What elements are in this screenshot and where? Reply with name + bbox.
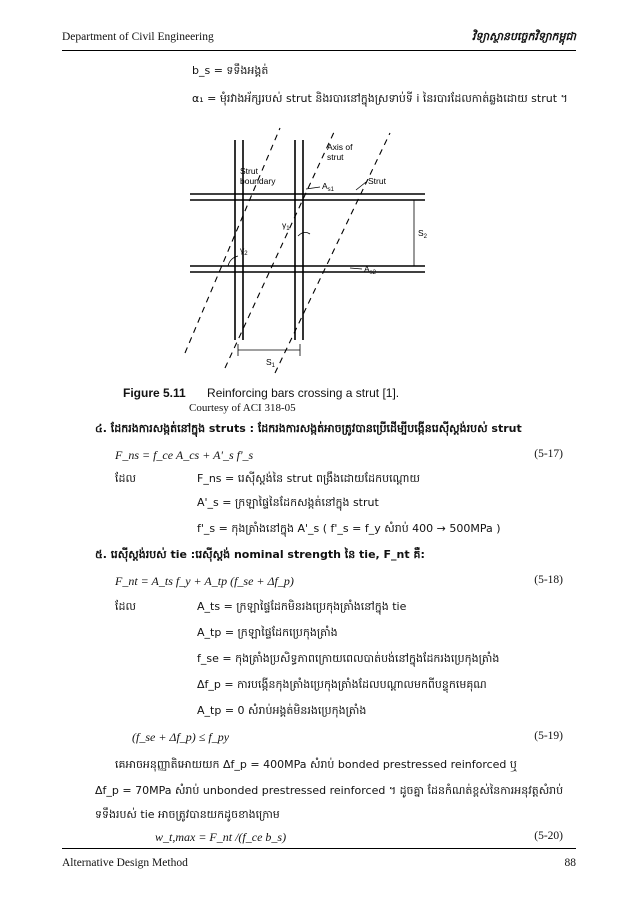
- definition-a-s: A'_s = ក្រឡាផ្ទៃនៃដែកសង្កត់នៅក្នុង strut: [197, 496, 379, 509]
- where-label-1: ដែល: [115, 472, 136, 485]
- figure-courtesy: Courtesy of ACI 318-05: [189, 402, 296, 414]
- equation-number-5-19: (5-19): [534, 730, 563, 742]
- section-4-heading: ៤. ដែករងការសង្កត់នៅក្នុង struts : ដែករងការសង្កត់អាចត្រូវបានប្រើដើម្បីបង្កើនរេស៊ីស្តង់របស់ strut: [95, 422, 522, 435]
- equation-number-5-17: (5-17): [534, 448, 563, 460]
- line-bs: b_s = ទទឹងអង្គត់: [192, 64, 269, 77]
- label-axis-of-strut: Axis of strut: [327, 142, 353, 162]
- equation-5-19: (f_se + Δf_p) ≤ f_py: [132, 730, 230, 744]
- page-number: 88: [564, 857, 576, 869]
- strut-boundary-line-left: [185, 128, 280, 353]
- page-footer: [62, 848, 576, 873]
- definition-atp-zero: A_tp = 0 សំរាប់អង្គត់មិនរងប្រេកុងត្រាំង: [197, 704, 367, 717]
- definition-delta-fp: Δf_p = ការបង្កើនកុងត្រាំងប្រេកុងត្រាំងដែលបណ្តាលមកពីបន្ទុកមេគុណ: [197, 678, 487, 691]
- footer-title: Alternative Design Method: [62, 857, 188, 869]
- label-strut-boundary: Strut boundary: [240, 166, 276, 186]
- label-gamma2: $\gamma_2$: [240, 245, 248, 257]
- definition-f-s: f'_s = កុងត្រាំងនៅក្នុង A'_s ( f'_s = f_y សំរាប់ 400 → 500MPa ): [197, 522, 501, 535]
- equation-5-20: w_t,max = F_nt /(f_ce b_s): [155, 830, 287, 844]
- definition-ats: A_ts = ក្រឡាផ្ទៃដែកមិនរងប្រេកុងត្រាំងនៅក្នុង tie: [197, 600, 407, 613]
- definition-fns: F_ns = រេស៊ីស្តង់នៃ strut ពង្រឹងដោយដែកបណ្តោយ: [197, 472, 420, 485]
- paragraph-line-2: Δf_p = 70MPa សំរាប់ unbonded prestressed reinforced ។ ដូចគ្នា ដែនកំណត់ខ្ពស់នៃការអនុវត្តសំរាប់: [95, 784, 564, 797]
- header-institute: វិទ្យាស្ថានបច្ចេកវិទ្យាកម្ពុជា: [472, 30, 576, 43]
- equation-5-18: F_nt = A_ts f_y + A_tp (f_se + Δf_p): [115, 574, 294, 588]
- where-label-2: ដែល: [115, 600, 136, 613]
- angle-gamma1-arc: [298, 232, 310, 236]
- equation-number-5-18: (5-18): [534, 574, 563, 586]
- paragraph-line-3: ទទឹងរបស់ tie អាចត្រូវបានយកដូចខាងក្រោម: [95, 808, 280, 821]
- header-department: Department of Civil Engineering: [62, 31, 214, 43]
- label-strut: Strut: [368, 176, 386, 186]
- page-header: [62, 28, 576, 51]
- label-as2: $A_{s2}$: [364, 264, 377, 276]
- reinforcing-bars-figure: [180, 118, 440, 378]
- figure-number: Figure 5.11: [123, 386, 186, 400]
- label-gamma1: $\gamma_1$: [282, 220, 290, 232]
- strut-boundary-line-right: [275, 133, 390, 373]
- figure-title: Reinforcing bars crossing a strut [1].: [207, 386, 400, 400]
- label-as1: $A_{s1}$: [322, 181, 335, 193]
- section-5-heading: ៥. រេស៊ីស្តង់របស់ tie :រេស៊ីស្តង់ nominal strength នៃ tie, F_nt គឺ:: [95, 548, 425, 561]
- label-s1: $S_1$: [266, 357, 276, 369]
- definition-atp: A_tp = ក្រឡាផ្ទៃដែកប្រេកុងត្រាំង: [197, 626, 338, 639]
- line-alpha: α₁ = មុំរវាងអ័ក្សរបស់ strut និងរបារនៅក្នុងស្រទាប់ទី i នៃរបារដែលកាត់ឆ្លងដោយ strut ។: [192, 92, 568, 105]
- paragraph-line-1: គេអាចអនុញ្ញាតិអោយយក Δf_p = 400MPa សំរាប់ bonded prestressed reinforced ឬ: [115, 758, 517, 771]
- label-s2: $S_2$: [418, 228, 428, 240]
- equation-number-5-20: (5-20): [534, 830, 563, 842]
- equation-5-17: F_ns = f_ce A_cs + A'_s f'_s: [115, 448, 254, 462]
- definition-fse: f_se = កុងត្រាំងប្រសិទ្ធភាពក្រោយពេលបាត់បង់នៅក្នុងដែករងប្រេកុងត្រាំង: [197, 652, 500, 665]
- angle-gamma2-arc: [228, 256, 238, 266]
- figure-caption: [123, 386, 399, 400]
